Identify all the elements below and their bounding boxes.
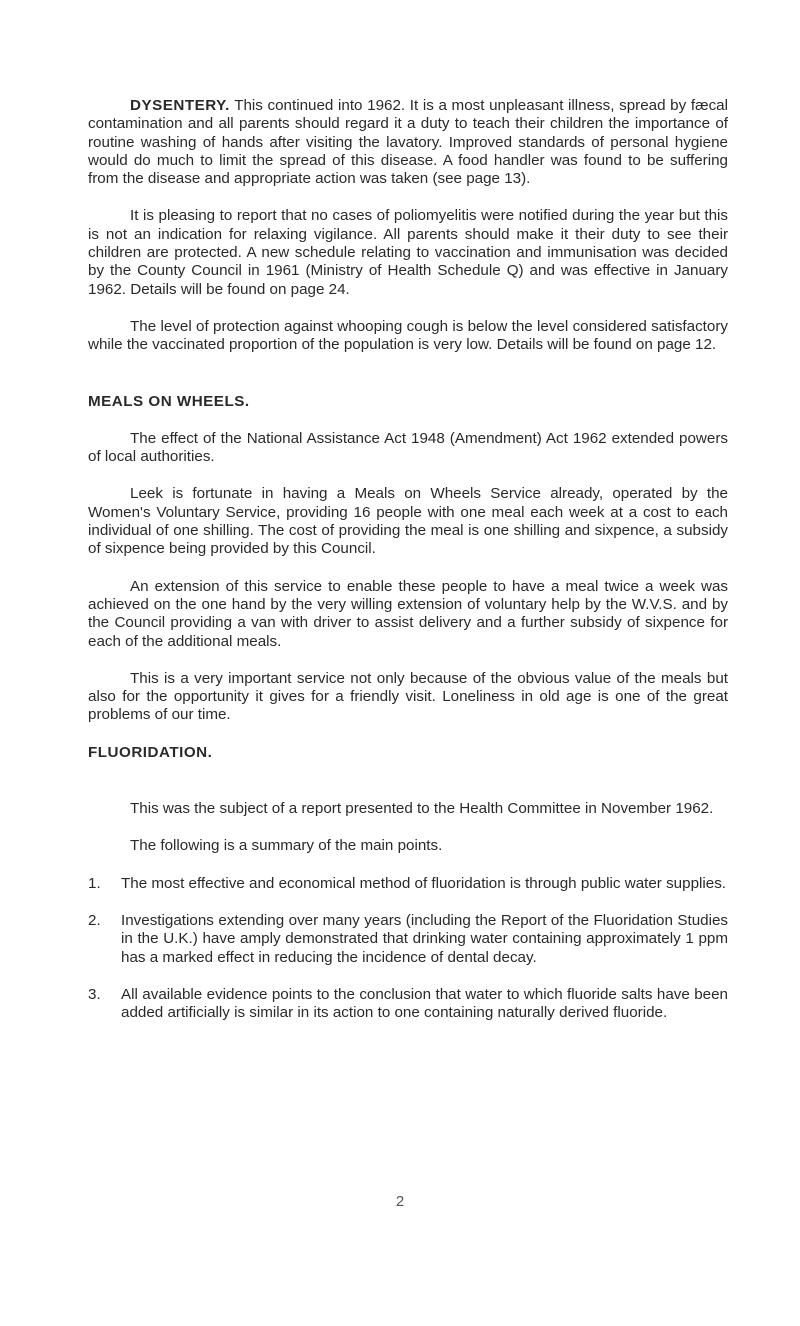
list-item bbox=[88, 986, 728, 1023]
point-text: Investigations extending over many years (including the Report of the Fluoridation Studies in the U.K.) have amply demonstrated that drinking water containing approximately 1 ppm has a marked effect in reducing the incidence of dental decay. bbox=[121, 911, 728, 966]
list-item bbox=[88, 912, 728, 967]
point-text: The most effective and economical method of fluoridation is through public water supplies. bbox=[121, 874, 727, 892]
page-number: 2 bbox=[395, 1193, 405, 1210]
point-text: All available evidence points to the conclusion that water to which fluoride salts have been added artificially is similar in its action to one containing naturally derived fluoride. bbox=[121, 985, 728, 1022]
point-number: 1. bbox=[88, 874, 101, 892]
fluoridation-summary-line: The following is a summary of the main points. bbox=[130, 837, 443, 855]
meals-on-wheels-heading: MEALS ON WHEELS. bbox=[88, 392, 250, 410]
fluoridation-points-list bbox=[88, 875, 728, 1023]
document-page bbox=[88, 97, 728, 1022]
meals-paragraph-3: An extension of this service to enable these people to have a meal twice a week was achieved on the one hand by the very willing extension of voluntary help by the W.V.S. and by the Council providing a van with driver to assist delivery and a further subsidy of sixpence for each of the additional meals. bbox=[88, 577, 728, 650]
whooping-cough-paragraph: The level of protection against whooping cough is below the level considered satisfactory while the vaccinated proportion of the population is very low. Details will be found on page 12. bbox=[88, 317, 728, 354]
list-item bbox=[88, 875, 728, 893]
meals-paragraph-4: This is a very important service not only because of the obvious value of the meals but also for the opportunity it gives for a friendly visit. Loneliness in old age is one of the great problems of our time. bbox=[88, 669, 728, 724]
dysentery-paragraph bbox=[88, 97, 728, 188]
fluoridation-heading: FLUORIDATION. bbox=[88, 743, 213, 761]
fluoridation-intro: This was the subject of a report presented to the Health Committee in November 1962. bbox=[130, 800, 714, 818]
meals-paragraph-1: The effect of the National Assistance Act 1948 (Amendment) Act 1962 extended powers of local authorities. bbox=[88, 429, 728, 466]
poliomyelitis-paragraph: It is pleasing to report that no cases of poliomyelitis were notified during the year but this is not an indication for relaxing vigilance. All parents should make it their duty to see their children are protected. A new schedule relating to vaccination and immunisation was decided by the County Council in 1961 (Ministry of Health Schedule Q) and was effective in January 1962. Details will be found on page 24. bbox=[88, 207, 728, 298]
meals-paragraph-2: Leek is fortunate in having a Meals on Wheels Service already, operated by the Women's Voluntary Service, providing 16 people with one meal each week at a cost to each individual of one shilling. The cost of providing the meal is one shilling and sixpence, a subsidy of sixpence being provided by this Council. bbox=[88, 485, 728, 558]
dysentery-heading: DYSENTERY. bbox=[130, 97, 230, 114]
point-number: 3. bbox=[88, 985, 101, 1003]
point-number: 2. bbox=[88, 911, 101, 929]
dysentery-text: This continued into 1962. It is a most unpleasant illness, spread by fæcal contamination and all parents should regard it a duty to teach their children the importance of routine washing of hands after visiting the lavatory. Improved standards of personal hygiene would do much to limit the spread of this disease. A food handler was found to be suffering from the disease and appropriate action was taken (see page 13). bbox=[88, 97, 728, 188]
